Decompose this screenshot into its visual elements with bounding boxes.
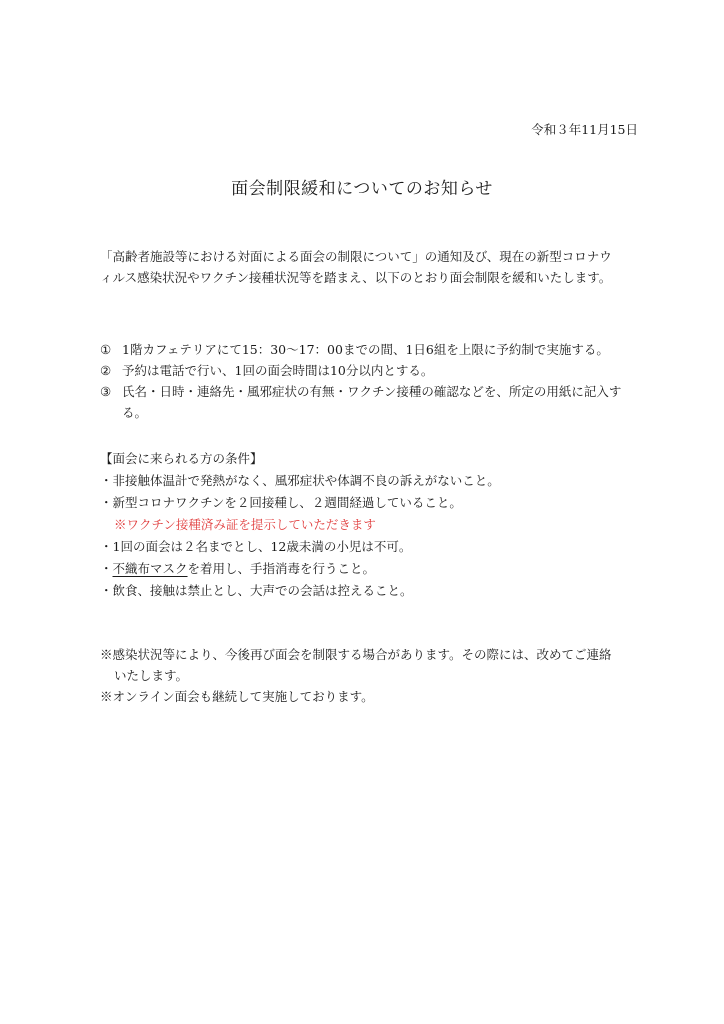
- intro-line-1: 「高齢者施設等における対面による面会の制限について」の通知及び、現在の新型コロナウ: [100, 249, 612, 264]
- procedure-text-1: 1階カフェテリアにて15：30～17：00までの間、1日6組を上限に予約制で実施する。: [122, 342, 609, 357]
- procedure-marker-1: ①: [100, 342, 112, 357]
- intro-paragraph: [100, 246, 630, 288]
- mask-underlined-text: 不織布マスク: [112, 561, 188, 576]
- condition-item-no-eating: ・飲食、接触は禁止とし、大声での会話は控えること。: [100, 583, 413, 598]
- visitor-conditions: [100, 448, 640, 602]
- procedure-text-2: 予約は電話で行い、1回の面会時間は10分以内とする。: [122, 363, 434, 378]
- mask-suffix-text: を着用し、手指消毒を行うこと。: [187, 561, 376, 576]
- footnotes: [100, 644, 640, 707]
- procedure-marker-2: ②: [100, 363, 112, 378]
- note-1-line-1: ※感染状況等により、今後再び面会を制限する場合があります。その際には、改めてご連絡: [100, 647, 612, 662]
- procedure-marker-3: ③: [100, 384, 112, 399]
- mask-bullet: ・: [100, 561, 113, 576]
- condition-item-visitor-limit: ・1回の面会は２名までとし、12歳未満の小児は不可。: [100, 539, 412, 554]
- conditions-list: [100, 470, 640, 602]
- procedure-item-2: [100, 360, 640, 381]
- condition-item-mask: [100, 558, 640, 580]
- condition-item-vaccination: ・新型コロナワクチンを２回接種し、２週間経過していること。: [100, 495, 462, 510]
- procedure-item-3: [100, 381, 640, 423]
- document-date: 令和３年11月15日: [531, 122, 638, 137]
- procedure-list: [100, 339, 640, 423]
- note-2: ※オンライン面会も継続して実施しております。: [100, 689, 374, 704]
- note-1-line-2: いたします。: [114, 668, 189, 683]
- procedure-text-3: 氏名・日時・連絡先・風邪症状の有無・ワクチン接種の確認などを、所定の用紙に記入する。: [122, 384, 622, 420]
- vaccination-certificate-note: ※ワクチン接種済み証を提示していただきます: [114, 517, 376, 532]
- conditions-heading: 【面会に来られる方の条件】: [100, 451, 263, 466]
- intro-line-2: ィルス感染状況やワクチン接種状況等を踏まえ、以下のとおり面会制限を緩和いたします。: [100, 270, 612, 285]
- condition-item-temperature: ・非接触体温計で発熱がなく、風邪症状や体調不良の訴えがないこと。: [100, 473, 500, 488]
- procedure-item-1: [100, 339, 640, 360]
- document-title: 面会制限緩和についてのお知らせ: [231, 179, 493, 199]
